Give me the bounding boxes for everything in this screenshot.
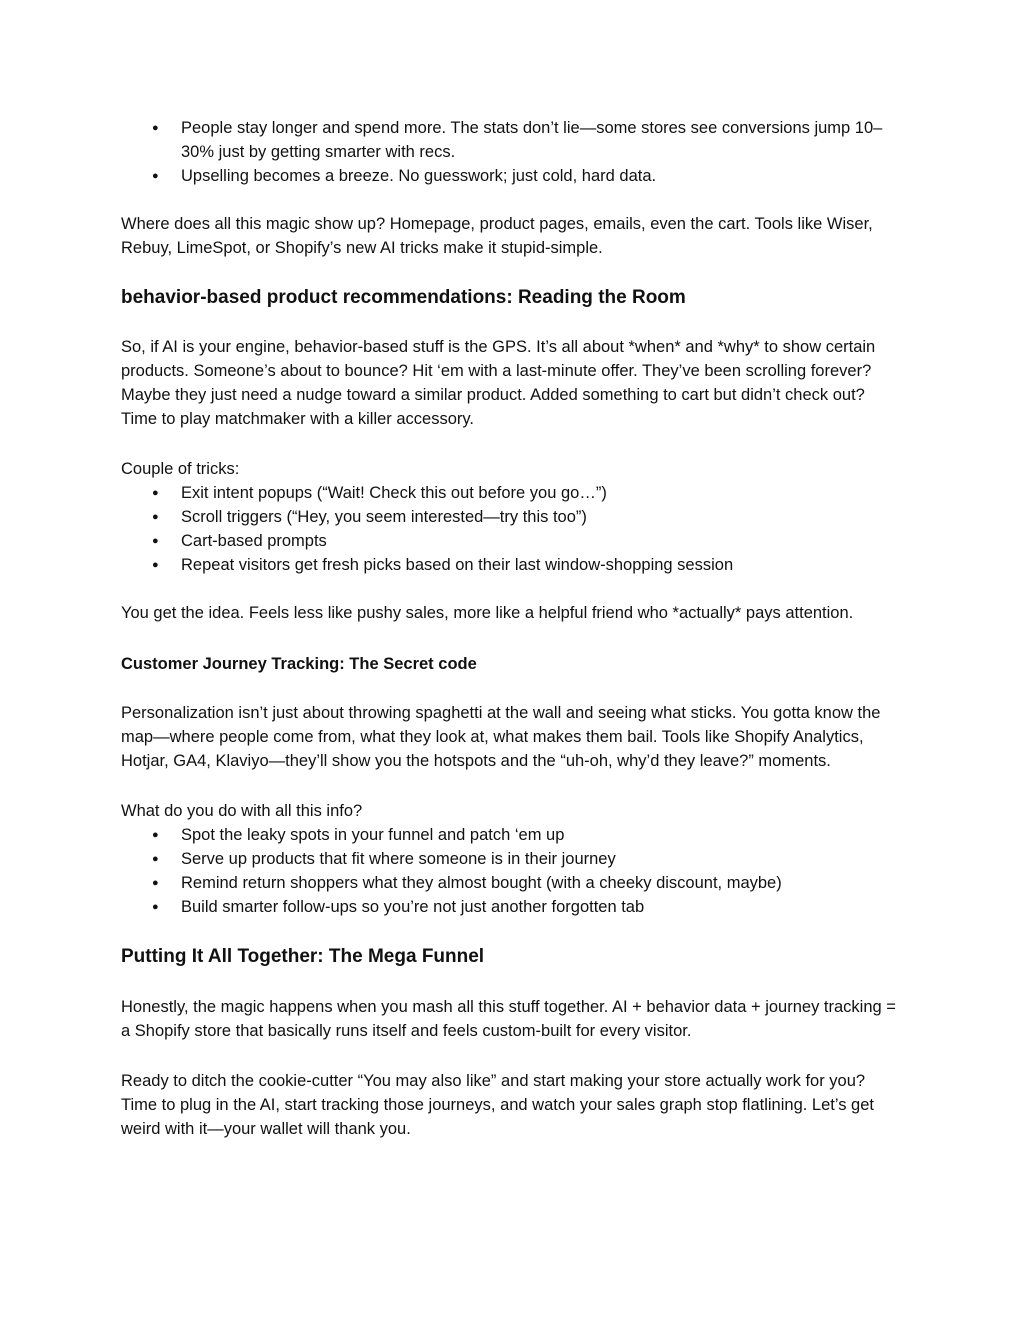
behavior-closing-paragraph: You get the idea. Feels less like pushy sales, more like a helpful friend who *actually* pays attention. xyxy=(121,604,854,622)
list-item: ● Repeat visitors get fresh picks based on their last window-shopping session xyxy=(121,553,901,577)
section-heading-funnel: Putting It All Together: The Mega Funnel xyxy=(121,946,485,967)
funnel-paragraph-1: Honestly, the magic happens when you mash all this stuff together. AI + behavior data + journey tracking = a Shopify store that basically runs itself and feels custom-built for every visitor. xyxy=(121,998,896,1040)
journey-paragraph: Personalization isn’t just about throwing spaghetti at the wall and seeing what sticks. You gotta know the map—where people come from, what they look at, what makes them bail. Tools like Shopify Analytics, Hotjar, GA4, Klaviyo—they’ll show you the hotspots and the “uh-oh, why’d they leave?” moments. xyxy=(121,704,881,770)
list-item: ● People stay longer and spend more. The stats don’t lie—some stores see conversions jump 10–30% just by getting smarter with recs. xyxy=(121,116,901,164)
list-item: ● Exit intent popups (“Wait! Check this out before you go…”) xyxy=(121,481,901,505)
section-heading-behavior: behavior-based product recommendations: Reading the Room xyxy=(121,287,686,308)
intro-paragraph: Where does all this magic show up? Homepage, product pages, emails, even the cart. Tools like Wiser, Rebuy, LimeSpot, or Shopify’s new AI tricks make it stupid-simple. xyxy=(121,215,873,257)
document-content xyxy=(121,116,901,1141)
behavior-paragraph: So, if AI is your engine, behavior-based stuff is the GPS. It’s all about *when* and *why* to show certain products. Someone’s about to bounce? Hit ‘em with a last-minute offer. They’ve been scrolling forever? Maybe they just need a nudge toward a similar product. Added something to cart but didn’t check out? Time to play matchmaker with a killer accessory. xyxy=(121,338,876,428)
intro-bullet-list xyxy=(121,116,901,188)
journey-list-intro: What do you do with all this info? xyxy=(121,802,363,820)
list-item: ● Serve up products that fit where someone is in their journey xyxy=(121,847,901,871)
list-item: ● Cart-based prompts xyxy=(121,529,901,553)
list-item: ● Spot the leaky spots in your funnel and patch ‘em up xyxy=(121,823,901,847)
list-item: ● Upselling becomes a breeze. No guesswork; just cold, hard data. xyxy=(121,164,901,188)
behavior-list-intro: Couple of tricks: xyxy=(121,460,240,478)
behavior-bullet-list xyxy=(121,481,901,577)
funnel-paragraph-2: Ready to ditch the cookie-cutter “You may also like” and start making your store actually work for you? Time to plug in the AI, start tracking those journeys, and watch your sales graph stop flatlining. Let’s get weird with it—your wallet will thank you. xyxy=(121,1072,874,1138)
list-item: ● Remind return shoppers what they almost bought (with a cheeky discount, maybe) xyxy=(121,871,901,895)
journey-bullet-list xyxy=(121,823,901,919)
section-heading-journey: Customer Journey Tracking: The Secret code xyxy=(121,655,477,673)
list-item: ● Scroll triggers (“Hey, you seem interested—try this too”) xyxy=(121,505,901,529)
list-item: ● Build smarter follow-ups so you’re not just another forgotten tab xyxy=(121,895,901,919)
